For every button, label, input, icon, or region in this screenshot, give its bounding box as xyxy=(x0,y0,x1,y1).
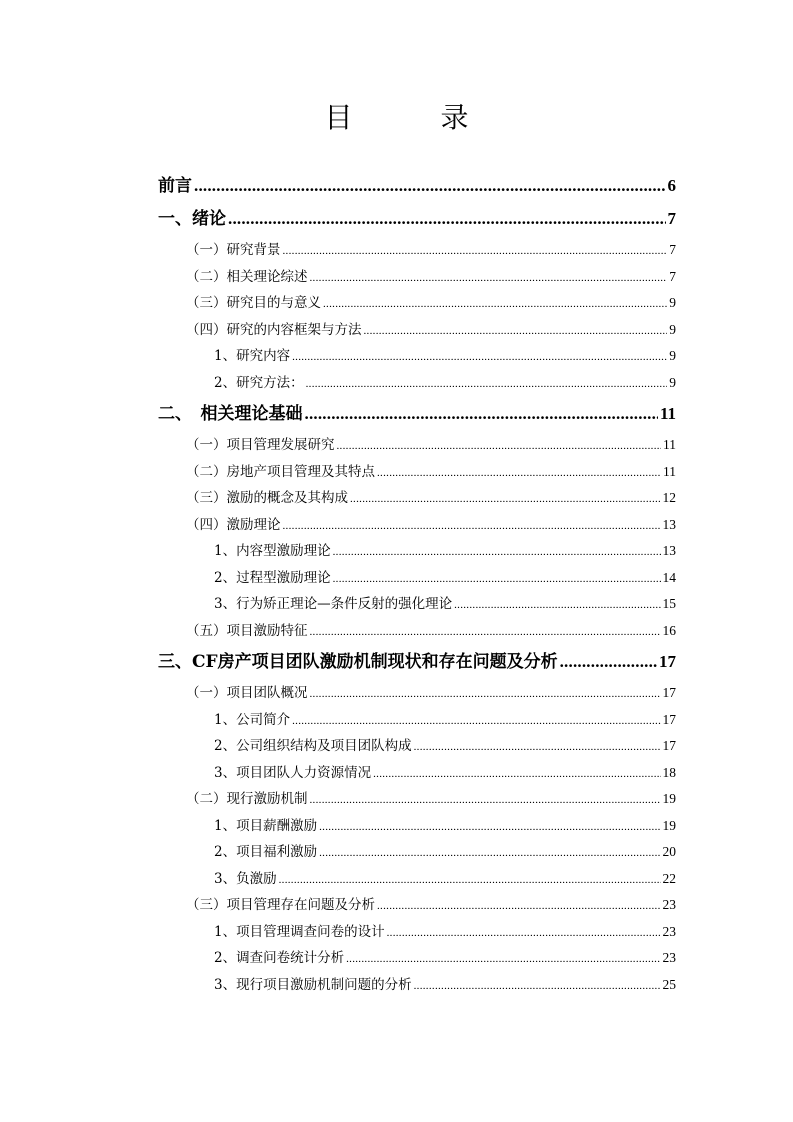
toc-entry-label: （三）研究目的与意义 xyxy=(186,295,321,311)
dot-leader xyxy=(346,946,660,973)
toc-entry-page: 23 xyxy=(662,950,676,965)
toc-entry-chapter-2[interactable] xyxy=(158,399,676,429)
toc-entry-page: 11 xyxy=(663,463,676,479)
dot-leader xyxy=(310,787,661,814)
toc-entry-section[interactable] xyxy=(158,290,676,317)
toc-entry-section[interactable] xyxy=(158,459,676,486)
toc-entry-page: 23 xyxy=(662,897,676,912)
toc-entry-page: 7 xyxy=(667,209,676,228)
toc-entry-subsection[interactable] xyxy=(158,707,676,734)
dot-leader xyxy=(377,893,661,920)
toc-entry-page: 15 xyxy=(662,596,676,611)
toc-entry-section[interactable] xyxy=(158,317,676,344)
toc-entry-page: 12 xyxy=(662,490,676,505)
dot-leader xyxy=(283,513,661,540)
dot-leader xyxy=(310,619,661,646)
toc-entry-label: （四）研究的内容框架与方法 xyxy=(186,321,362,338)
dot-leader xyxy=(350,486,661,513)
toc-entry-section[interactable] xyxy=(158,485,676,512)
toc-entry-label: （一）项目团队概况 xyxy=(186,685,308,701)
dot-leader xyxy=(305,399,658,429)
toc-entry-section[interactable] xyxy=(158,237,676,264)
toc-entry-subsection[interactable] xyxy=(158,370,676,397)
dot-leader xyxy=(292,708,660,735)
toc-entry-subsection[interactable] xyxy=(158,565,676,592)
page-title: 目 录 xyxy=(324,101,499,134)
toc-entry-label: 3、行为矫正理论—条件反射的强化理论 xyxy=(214,596,453,612)
dot-leader xyxy=(333,539,661,566)
toc-entry-label: 1、公司简介 xyxy=(214,711,291,728)
dot-leader xyxy=(310,265,668,292)
toc-entry-page: 11 xyxy=(663,437,676,452)
dot-leader xyxy=(279,867,661,894)
toc-entry-label: 2、过程型激励理论 xyxy=(214,569,331,586)
toc-entry-label: （五）项目激励特征 xyxy=(186,622,308,639)
toc-entry-page: 14 xyxy=(662,569,676,585)
toc-entry-subsection[interactable] xyxy=(158,343,676,370)
toc-entry-page: 7 xyxy=(669,268,676,284)
table-of-contents xyxy=(158,168,676,998)
toc-entry-subsection[interactable] xyxy=(158,866,676,893)
toc-entry-section[interactable] xyxy=(158,892,676,919)
toc-entry-subsection[interactable] xyxy=(158,760,676,787)
toc-entry-label: （二）房地产项目管理及其特点 xyxy=(186,463,375,480)
toc-entry-section[interactable] xyxy=(158,618,676,645)
dot-leader xyxy=(337,433,662,460)
dot-leader xyxy=(292,344,667,371)
toc-entry-label: （三）激励的概念及其构成 xyxy=(186,490,348,506)
dot-leader xyxy=(319,814,660,841)
toc-entry-page: 9 xyxy=(669,321,676,337)
toc-entry-section[interactable] xyxy=(158,264,676,291)
toc-entry-label: （二）现行激励机制 xyxy=(186,791,308,807)
toc-entry-page: 17 xyxy=(659,652,676,671)
toc-entry-label: 2、研究方法： xyxy=(214,374,304,391)
dot-leader xyxy=(333,566,661,593)
toc-entry-label: （一）项目管理发展研究 xyxy=(186,437,335,453)
toc-entry-label: 3、项目团队人力资源情况 xyxy=(214,764,372,781)
toc-entry-page: 20 xyxy=(662,844,676,859)
toc-entry-label: 2、公司组织结构及项目团队构成 xyxy=(214,738,412,754)
dot-leader xyxy=(323,291,667,318)
toc-entry-subsection[interactable] xyxy=(158,591,676,618)
dot-leader xyxy=(414,734,661,761)
toc-entry-page: 19 xyxy=(662,817,676,833)
toc-entry-page: 6 xyxy=(667,176,676,195)
toc-entry-label: 一、绪论 xyxy=(158,209,226,229)
toc-entry-label: 3、现行项目激励机制问题的分析 xyxy=(214,976,412,993)
toc-entry-page: 11 xyxy=(659,404,676,423)
toc-entry-page: 16 xyxy=(662,622,676,638)
toc-entry-subsection[interactable] xyxy=(158,813,676,840)
toc-entry-label: 三、CF房产项目团队激励机制现状和存在问题及分析 xyxy=(158,652,558,672)
dot-leader xyxy=(194,171,666,201)
toc-entry-subsection[interactable] xyxy=(158,945,676,972)
toc-entry-label: 二、 相关理论基础 xyxy=(158,404,303,424)
toc-entry-subsection[interactable] xyxy=(158,733,676,760)
toc-entry-subsection[interactable] xyxy=(158,839,676,866)
toc-entry-page: 19 xyxy=(662,791,676,806)
toc-entry-label: 2、调查问卷统计分析 xyxy=(214,950,345,966)
toc-entry-page: 17 xyxy=(662,711,676,727)
dot-leader xyxy=(387,920,661,947)
dot-leader xyxy=(414,973,661,1000)
dot-leader xyxy=(364,318,668,345)
toc-entry-label: （一）研究背景 xyxy=(186,242,281,258)
toc-entry-page: 13 xyxy=(662,516,676,532)
toc-entry-label: （四）激励理论 xyxy=(186,516,281,533)
toc-entry-chapter-3[interactable] xyxy=(158,647,676,677)
toc-entry-page: 18 xyxy=(662,764,676,780)
toc-entry-chapter-1[interactable] xyxy=(158,204,676,234)
toc-entry-label: 2、项目福利激励 xyxy=(214,844,318,860)
dot-leader xyxy=(306,371,668,398)
dot-leader xyxy=(560,647,657,677)
toc-entry-page: 22 xyxy=(662,870,676,886)
toc-entry-page: 17 xyxy=(662,685,676,700)
toc-entry-page: 17 xyxy=(662,738,676,753)
toc-entry-label: 3、负激励 xyxy=(214,870,277,887)
toc-entry-label: （二）相关理论综述 xyxy=(186,268,308,285)
dot-leader xyxy=(319,840,660,867)
dot-leader xyxy=(454,592,660,619)
toc-entry-section[interactable] xyxy=(158,432,676,459)
toc-entry-label: 前言 xyxy=(158,176,192,196)
toc-entry-section[interactable] xyxy=(158,512,676,539)
dot-leader xyxy=(310,681,661,708)
dot-leader xyxy=(373,761,660,788)
toc-entry-label: 1、项目薪酬激励 xyxy=(214,817,318,834)
toc-entry-label: 1、项目管理调查问卷的设计 xyxy=(214,923,385,940)
toc-entry-subsection[interactable] xyxy=(158,919,676,946)
toc-entry-page: 23 xyxy=(662,923,676,939)
toc-entry-label: 1、内容型激励理论 xyxy=(214,543,331,559)
dot-leader xyxy=(228,204,666,234)
toc-entry-page: 9 xyxy=(669,348,676,363)
dot-leader xyxy=(283,238,668,265)
toc-entry-page: 13 xyxy=(662,543,676,558)
toc-entry-section[interactable] xyxy=(158,786,676,813)
toc-entry-subsection[interactable] xyxy=(158,538,676,565)
toc-entry-page: 9 xyxy=(669,374,676,390)
toc-entry-preface[interactable] xyxy=(158,171,676,201)
toc-entry-page: 9 xyxy=(669,295,676,310)
toc-entry-subsection[interactable] xyxy=(158,972,676,999)
toc-entry-label: （三）项目管理存在问题及分析 xyxy=(186,897,375,913)
toc-entry-page: 25 xyxy=(662,976,676,992)
toc-entry-page: 7 xyxy=(669,242,676,257)
toc-entry-section[interactable] xyxy=(158,680,676,707)
dot-leader xyxy=(377,460,661,487)
toc-entry-label: 1、研究内容 xyxy=(214,348,291,364)
